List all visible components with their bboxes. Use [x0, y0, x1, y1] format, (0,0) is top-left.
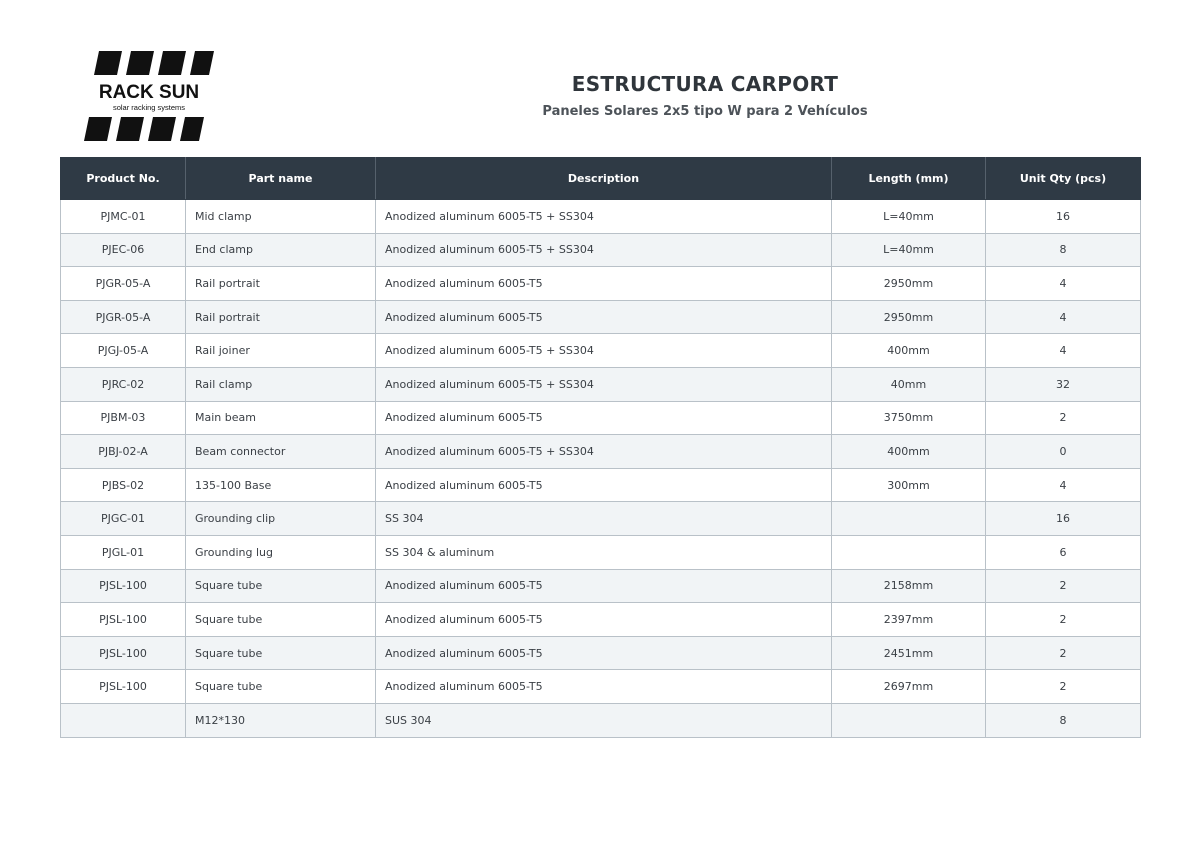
unit-qty-cell: 2 — [986, 603, 1141, 637]
description-cell: SS 304 & aluminum — [376, 535, 832, 569]
table-row — [61, 703, 1141, 737]
part-name-cell: Rail joiner — [186, 334, 376, 368]
table-row — [61, 367, 1141, 401]
description-cell: Anodized aluminum 6005-T5 — [376, 267, 832, 301]
part-name-cell: Square tube — [186, 636, 376, 670]
length-cell — [832, 535, 986, 569]
part-name-cell: Rail portrait — [186, 267, 376, 301]
table-row — [61, 502, 1141, 536]
length-cell: 400mm — [832, 334, 986, 368]
length-cell: 2950mm — [832, 267, 986, 301]
description-cell: Anodized aluminum 6005-T5 — [376, 636, 832, 670]
unit-qty-cell: 4 — [986, 334, 1141, 368]
length-cell: 400mm — [832, 435, 986, 469]
product-no-cell: PJGR-05-A — [61, 300, 186, 334]
part-name-cell: Mid clamp — [186, 200, 376, 234]
product-no-cell: PJGL-01 — [61, 535, 186, 569]
product-no-cell: PJBM-03 — [61, 401, 186, 435]
product-no-cell: PJSL-100 — [61, 636, 186, 670]
product-no-cell — [61, 703, 186, 737]
logo-brand: RACK SUN — [98, 82, 200, 103]
product-no-cell: PJBS-02 — [61, 468, 186, 502]
part-name-cell: Grounding clip — [186, 502, 376, 536]
table-row — [61, 603, 1141, 637]
length-cell: L=40mm — [832, 233, 986, 267]
parts-table — [60, 157, 1141, 738]
product-no-cell: PJSL-100 — [61, 670, 186, 704]
table-row — [61, 300, 1141, 334]
unit-qty-cell: 4 — [986, 267, 1141, 301]
product-no-cell: PJGR-05-A — [61, 267, 186, 301]
header-row — [61, 158, 1141, 200]
rack-sun-logo — [82, 50, 216, 142]
table-row — [61, 636, 1141, 670]
product-no-cell: PJBJ-02-A — [61, 435, 186, 469]
description-cell: Anodized aluminum 6005-T5 — [376, 569, 832, 603]
unit-qty-cell: 2 — [986, 670, 1141, 704]
unit-qty-cell: 16 — [986, 502, 1141, 536]
product-no-cell: PJSL-100 — [61, 603, 186, 637]
description-cell: Anodized aluminum 6005-T5 + SS304 — [376, 435, 832, 469]
length-cell: 3750mm — [832, 401, 986, 435]
unit-qty-cell: 0 — [986, 435, 1141, 469]
unit-qty-cell: 2 — [986, 401, 1141, 435]
product-no-cell: PJMC-01 — [61, 200, 186, 234]
unit-qty-cell: 32 — [986, 367, 1141, 401]
logo-tagline: solar racking systems — [112, 103, 186, 112]
product-no-cell: PJGC-01 — [61, 502, 186, 536]
product-no-cell: PJEC-06 — [61, 233, 186, 267]
col-header-description: Description — [376, 158, 832, 200]
unit-qty-cell: 2 — [986, 636, 1141, 670]
length-cell — [832, 502, 986, 536]
length-cell: L=40mm — [832, 200, 986, 234]
parts-table-body — [61, 200, 1141, 738]
length-cell — [832, 703, 986, 737]
part-name-cell: 135-100 Base — [186, 468, 376, 502]
length-cell: 2158mm — [832, 569, 986, 603]
col-header-unit-qty: Unit Qty (pcs) — [986, 158, 1141, 200]
table-row — [61, 435, 1141, 469]
part-name-cell: Grounding lug — [186, 535, 376, 569]
table-row — [61, 670, 1141, 704]
length-cell: 2397mm — [832, 603, 986, 637]
unit-qty-cell: 8 — [986, 703, 1141, 737]
length-cell: 2950mm — [832, 300, 986, 334]
part-name-cell: Square tube — [186, 670, 376, 704]
description-cell: Anodized aluminum 6005-T5 — [376, 401, 832, 435]
table-row — [61, 200, 1141, 234]
length-cell: 2451mm — [832, 636, 986, 670]
part-name-cell: Square tube — [186, 603, 376, 637]
unit-qty-cell: 16 — [986, 200, 1141, 234]
table-row — [61, 334, 1141, 368]
unit-qty-cell: 8 — [986, 233, 1141, 267]
description-cell: Anodized aluminum 6005-T5 — [376, 468, 832, 502]
part-name-cell: Square tube — [186, 569, 376, 603]
description-cell: Anodized aluminum 6005-T5 + SS304 — [376, 367, 832, 401]
part-name-cell: Rail portrait — [186, 300, 376, 334]
description-cell: SUS 304 — [376, 703, 832, 737]
unit-qty-cell: 6 — [986, 535, 1141, 569]
table-row — [61, 401, 1141, 435]
description-cell: SS 304 — [376, 502, 832, 536]
unit-qty-cell: 2 — [986, 569, 1141, 603]
unit-qty-cell: 4 — [986, 468, 1141, 502]
page-title: ESTRUCTURA CARPORT — [571, 72, 839, 96]
part-name-cell: Rail clamp — [186, 367, 376, 401]
part-name-cell: End clamp — [186, 233, 376, 267]
description-cell: Anodized aluminum 6005-T5 + SS304 — [376, 233, 832, 267]
table-row — [61, 267, 1141, 301]
col-header-part-name: Part name — [186, 158, 376, 200]
table-row — [61, 468, 1141, 502]
part-name-cell: Main beam — [186, 401, 376, 435]
product-no-cell: PJSL-100 — [61, 569, 186, 603]
col-header-length: Length (mm) — [832, 158, 986, 200]
description-cell: Anodized aluminum 6005-T5 — [376, 300, 832, 334]
length-cell: 300mm — [832, 468, 986, 502]
part-name-cell: Beam connector — [186, 435, 376, 469]
product-no-cell: PJGJ-05-A — [61, 334, 186, 368]
product-no-cell: PJRC-02 — [61, 367, 186, 401]
col-header-product-no: Product No. — [61, 158, 186, 200]
length-cell: 40mm — [832, 367, 986, 401]
part-name-cell: M12*130 — [186, 703, 376, 737]
description-cell: Anodized aluminum 6005-T5 — [376, 670, 832, 704]
description-cell: Anodized aluminum 6005-T5 + SS304 — [376, 334, 832, 368]
table-row — [61, 233, 1141, 267]
unit-qty-cell: 4 — [986, 300, 1141, 334]
description-cell: Anodized aluminum 6005-T5 — [376, 603, 832, 637]
table-row — [61, 569, 1141, 603]
page-subtitle: Paneles Solares 2x5 tipo W para 2 Vehículos — [542, 104, 868, 119]
table-row — [61, 535, 1141, 569]
length-cell: 2697mm — [832, 670, 986, 704]
description-cell: Anodized aluminum 6005-T5 + SS304 — [376, 200, 832, 234]
parts-table-header — [61, 158, 1141, 200]
